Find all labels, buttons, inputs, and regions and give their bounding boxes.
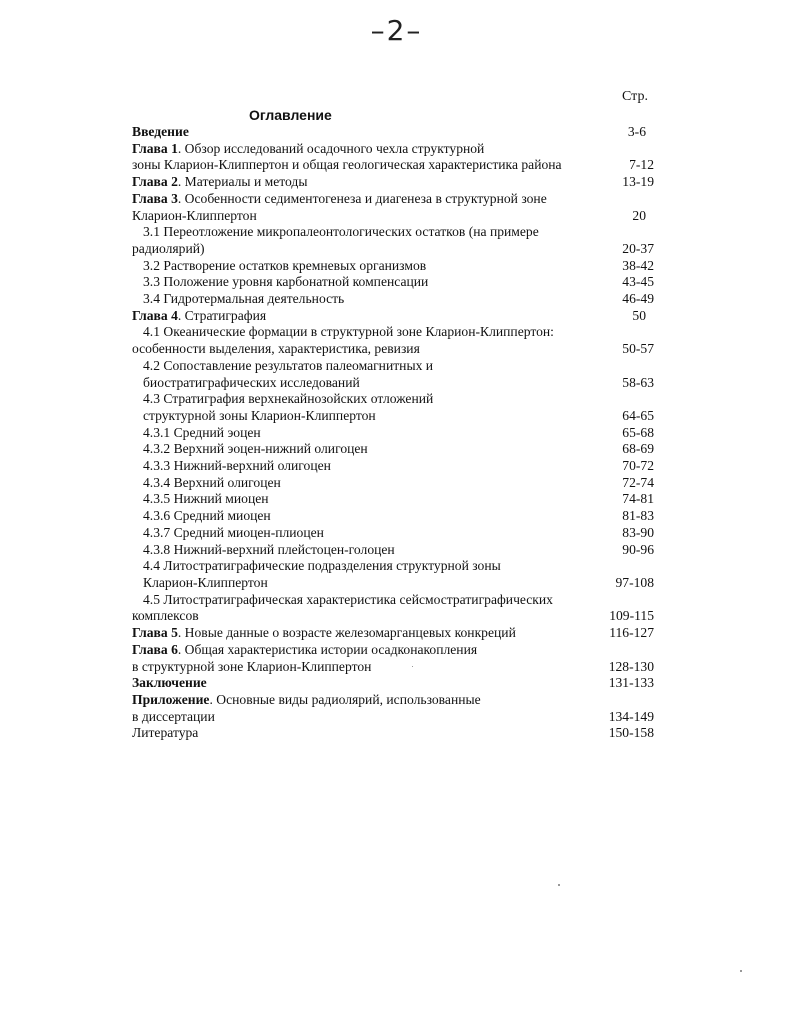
- entry-bold-label: Введение: [132, 124, 189, 139]
- entry-text: 3.3 Положение уровня карбонатной компенсации: [143, 274, 429, 290]
- pages-column-header: Стр.: [622, 89, 648, 104]
- entry-pages: 13-19: [622, 174, 654, 190]
- toc-entry: [132, 592, 654, 625]
- entry-bold-label: Приложение: [132, 691, 210, 707]
- entry-text: 3.2 Растворение остатков кремневых организмов: [143, 257, 427, 273]
- entry-bold-label: Заключение: [132, 675, 207, 691]
- entry-text: . Материалы и методы: [177, 174, 308, 190]
- entry-text-continued: радиолярий): [132, 240, 205, 256]
- entry-pages: 46-49: [622, 291, 654, 307]
- entry-text-continued: биостратиграфических исследований: [143, 374, 360, 390]
- entry-pages: 50: [632, 307, 646, 323]
- entry-text: 4.2 Сопоставление результатов палеомагнитных и: [143, 357, 434, 373]
- entry-pages: 20: [632, 207, 646, 223]
- toc-entry: [132, 124, 654, 141]
- entry-text: . Основные виды радиолярий, использованные: [209, 691, 481, 707]
- entry-text: . Обзор исследований осадочного чехла структурной: [177, 140, 485, 156]
- entry-pages: 128-130: [608, 658, 654, 674]
- entry-pages: 38-42: [622, 257, 654, 273]
- entry-text: 4.3.5 Нижний миоцен: [143, 491, 269, 507]
- toc-entry: [132, 425, 654, 442]
- toc-entry: [132, 258, 654, 275]
- entry-pages: 150-158: [608, 725, 654, 741]
- entry-text: 4.3.2 Верхний эоцен-нижний олигоцен: [143, 441, 368, 457]
- entry-pages: 70-72: [622, 458, 654, 474]
- table-of-contents: [132, 124, 654, 742]
- scan-speck: [558, 884, 560, 886]
- entry-pages: 81-83: [622, 508, 654, 524]
- entry-text: Литература: [132, 725, 199, 741]
- scan-speck: [412, 666, 413, 667]
- toc-entry: [132, 224, 654, 257]
- entry-bold-label: Глава 4: [132, 307, 178, 323]
- entry-text: 4.3.4 Верхний олигоцен: [143, 474, 281, 490]
- toc-entry: [132, 625, 654, 642]
- toc-entry: [132, 692, 654, 725]
- entry-bold-label: Глава 5: [132, 625, 178, 641]
- entry-text: 4.4 Литостратиграфические подразделения структурной зоны: [143, 558, 501, 574]
- entry-pages: 65-68: [622, 424, 654, 440]
- entry-text: . Общая характеристика истории осадконакопления: [177, 641, 478, 657]
- toc-entry: [132, 141, 654, 174]
- entry-text-continued: комплексов: [132, 608, 199, 624]
- entry-text: 3.1 Переотложение микропалеонтологических остатков (на примере: [143, 224, 539, 240]
- toc-entry: [132, 308, 654, 325]
- toc-entry: [132, 391, 654, 424]
- entry-text: 4.1 Океанические формации в структурной зоне Кларион-Клиппертон:: [143, 324, 554, 340]
- entry-bold-label: Глава 6: [132, 641, 178, 657]
- entry-text-continued: особенности выделения, характеристика, ревизия: [132, 341, 420, 357]
- entry-pages: 83-90: [622, 524, 654, 540]
- entry-pages: 109-115: [609, 608, 654, 624]
- entry-pages: 64-65: [622, 407, 654, 423]
- entry-text: 4.3.8 Нижний-верхний плейстоцен-голоцен: [143, 541, 395, 557]
- toc-entry: [132, 191, 654, 224]
- entry-pages: 97-108: [615, 574, 654, 590]
- entry-pages: 72-74: [622, 474, 654, 490]
- toc-entry: [132, 675, 654, 692]
- toc-title: Оглавление: [249, 107, 332, 123]
- entry-pages: 50-57: [622, 341, 654, 357]
- toc-entry: [132, 441, 654, 458]
- entry-text: . Особенности седиментогенеза и диагенеза в структурной зоне: [177, 190, 547, 206]
- toc-entry: [132, 725, 654, 742]
- entry-pages: 134-149: [608, 708, 654, 724]
- toc-entry: [132, 174, 654, 191]
- entry-pages: 74-81: [622, 491, 654, 507]
- entry-text: 4.3.7 Средний миоцен-плиоцен: [143, 524, 324, 540]
- entry-pages: 68-69: [622, 441, 654, 457]
- entry-text: . Новые данные о возрасте железомарганцевых конкреций: [177, 625, 516, 641]
- entry-text: 3.4 Гидротермальная деятельность: [143, 291, 345, 307]
- toc-entry: [132, 491, 654, 508]
- entry-pages: 20-37: [622, 240, 654, 256]
- entry-text-continued: структурной зоны Кларион-Клиппертон: [143, 407, 376, 423]
- entry-text-continued: Кларион-Клиппертон: [143, 574, 268, 590]
- scan-speck: [740, 970, 742, 972]
- entry-text-continued: в диссертации: [132, 708, 215, 724]
- toc-entry: [132, 358, 654, 391]
- entry-text: 4.3.3 Нижний-верхний олигоцен: [143, 458, 331, 474]
- toc-entry: [132, 508, 654, 525]
- entry-text: . Стратиграфия: [177, 307, 267, 323]
- entry-text-continued: Кларион-Клиппертон: [132, 207, 257, 223]
- entry-pages: 58-63: [622, 374, 654, 390]
- entry-text: 4.3.1 Средний эоцен: [143, 424, 261, 440]
- entry-pages: 116-127: [609, 625, 654, 641]
- entry-text-continued: в структурной зоне Кларион-Клиппертон: [132, 658, 372, 674]
- toc-entry: [132, 558, 654, 591]
- toc-entry: [132, 525, 654, 542]
- toc-entry: [132, 458, 654, 475]
- toc-entry: [132, 642, 654, 675]
- entry-bold-label: Глава 2: [132, 174, 178, 190]
- page-number: –2–: [370, 14, 423, 47]
- entry-text-continued: зоны Кларион-Клиппертон и общая геологическая характеристика района: [132, 157, 562, 173]
- entry-pages: 7-12: [629, 157, 654, 173]
- entry-text: 4.3.6 Средний миоцен: [143, 508, 271, 524]
- entry-pages: 131-133: [608, 675, 654, 691]
- entry-bold-label: Глава 3: [132, 190, 178, 206]
- toc-entry: [132, 274, 654, 291]
- toc-entry: [132, 324, 654, 357]
- entry-pages: 90-96: [622, 541, 654, 557]
- entry-pages: 3-6: [627, 124, 646, 139]
- toc-entry: [132, 475, 654, 492]
- toc-entry: [132, 542, 654, 559]
- entry-text: 4.3 Стратиграфия верхнекайнозойских отложений: [143, 391, 434, 407]
- entry-text: 4.5 Литостратиграфическая характеристика сейсмостратиграфических: [143, 591, 553, 607]
- entry-bold-label: Глава 1: [132, 140, 178, 156]
- toc-entry: [132, 291, 654, 308]
- entry-pages: 43-45: [622, 274, 654, 290]
